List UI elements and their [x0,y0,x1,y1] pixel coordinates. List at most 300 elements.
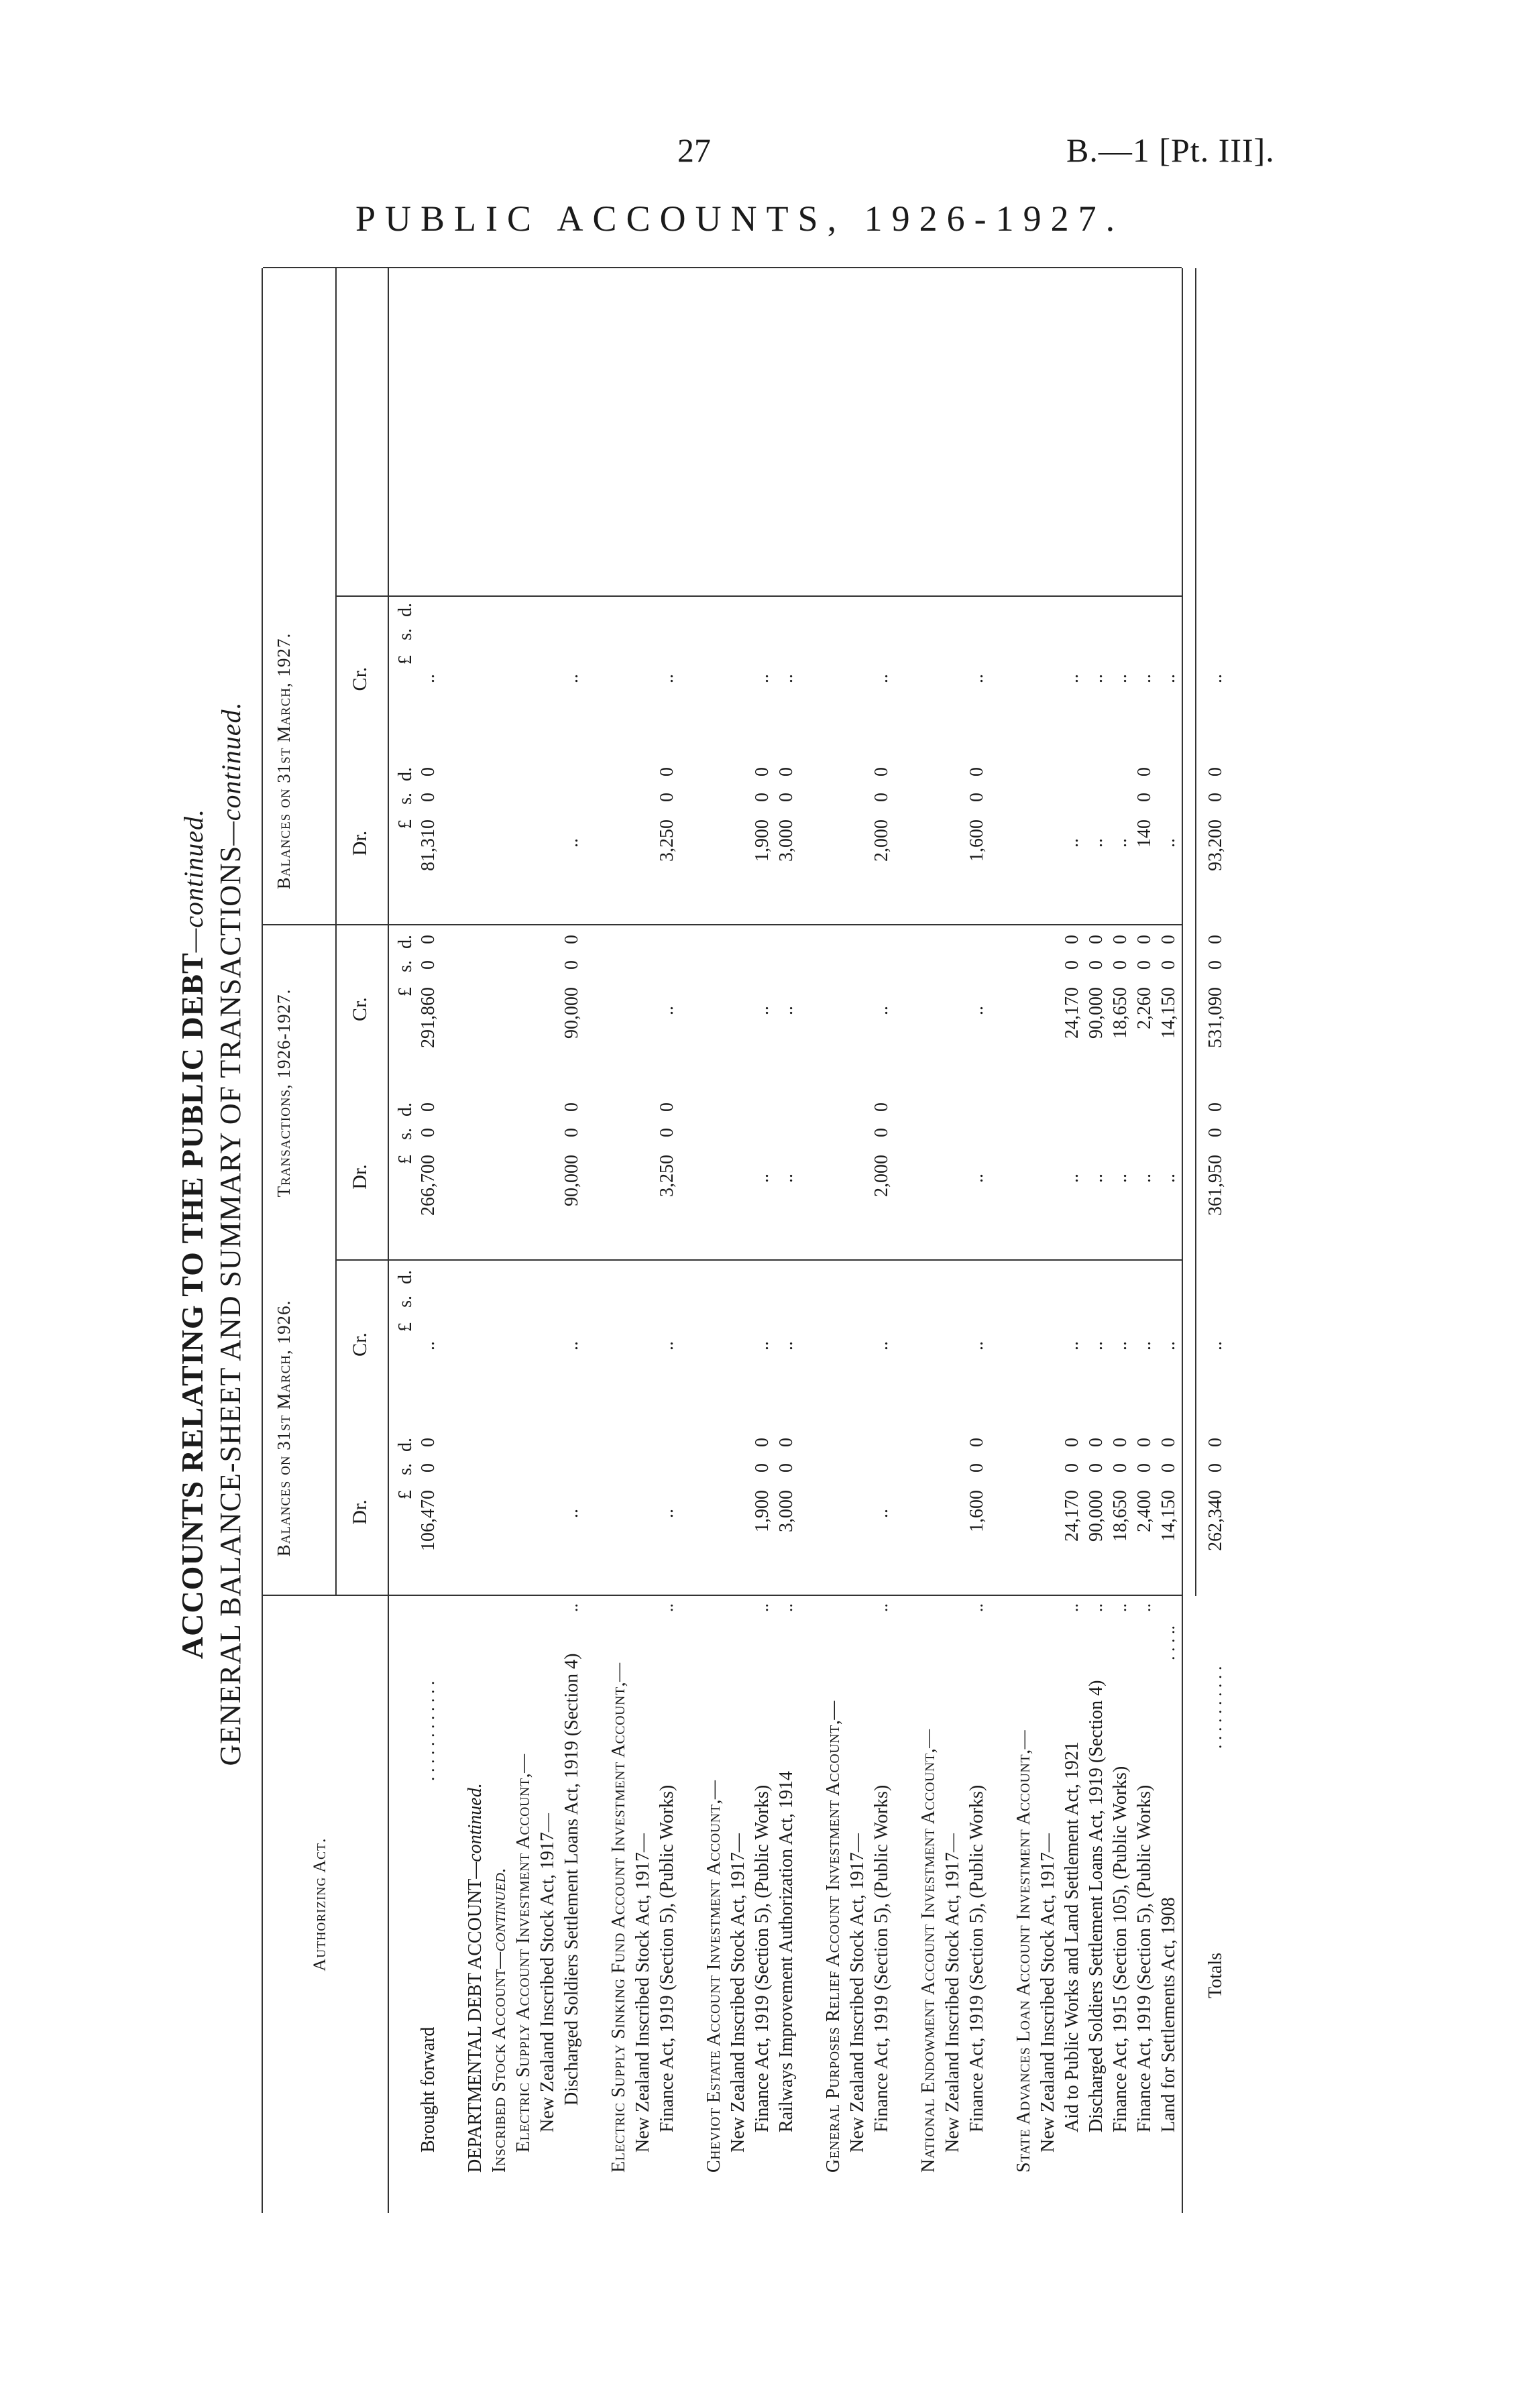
pound-unit: £ [395,1490,416,1499]
amount-b27-cr [1060,593,1085,761]
row-label-text: New Zealand Inscribed Stock Act, 1917— [942,1833,963,2153]
amount-shillings: 0 [1158,1463,1179,1473]
amount-pounds: .. [1205,1341,1226,1351]
amount-tr-dr [655,1093,680,1261]
table-row [1035,268,1061,2213]
amount-pounds: .. [966,674,987,683]
amount-b27-dr [416,758,441,925]
header-rule [335,268,337,1596]
amount-b27-dr [774,758,799,925]
amount-pounds: 24,170 [1062,1490,1082,1542]
amount-b26-dr [964,1428,990,1596]
amount-pounds: .. [1158,1173,1179,1183]
dr-header: Dr. [349,830,371,856]
dr-header: Dr. [349,1164,371,1190]
pound-unit: £ [395,819,416,829]
amount-shillings: 0 [1086,960,1107,970]
amount-b27-cr [1132,593,1158,761]
amount-pounds: 24,170 [1062,987,1082,1039]
page-title: PUBLIC ACCOUNTS, 1926-1927. [355,198,1125,239]
amount-pence: 0 [1158,1438,1179,1447]
row-label-text: Discharged Soldiers Settlement Loans Act, 1919 (Section 4) [561,1653,582,2106]
heading-sub-suffix: —continued. [216,701,246,846]
amount-pence: 0 [1158,935,1179,944]
amount-b26-dr [416,1428,441,1596]
row-label-text: Aid to Public Works and Land Settlement Act, 1921 [1062,1741,1082,2132]
amount-pounds: .. [966,1341,987,1351]
amount-shillings: 0 [966,1463,987,1473]
table-row [1108,268,1133,2213]
amount-pounds: 90,000 [1086,1490,1107,1542]
row-label [940,1833,966,2153]
amount-shillings: 0 [776,793,797,802]
amount-pounds: .. [776,674,797,683]
balance-sheet-table [262,268,1226,2213]
amount-pounds: .. [657,1341,677,1351]
leader-dots: .. [1135,1603,1154,1612]
amount-shillings: 0 [1158,960,1179,970]
amount-shillings: 0 [1205,793,1226,802]
table-heading [174,228,210,2240]
amount-b26-cr [655,1261,680,1428]
amount-tr-cr [1203,925,1229,1093]
amount-shillings: 0 [561,960,582,970]
amount-shillings: 0 [418,1463,439,1473]
amount-pence: 0 [1134,767,1155,777]
amount-pounds: 262,340 [1205,1490,1226,1551]
pound-unit: £ [395,1322,416,1332]
shilling-unit: s. [395,960,416,972]
currency-units [393,593,418,761]
amount-pounds: .. [1062,838,1082,848]
amount-shillings: 0 [657,793,677,802]
amount-pence: 0 [1205,1102,1226,1112]
amount-pounds: .. [752,1173,773,1183]
shilling-unit: s. [395,1128,416,1140]
amount-pounds: 361,950 [1205,1155,1226,1216]
amount-b26-cr [559,1261,585,1428]
amount-pounds: .. [1062,674,1082,683]
row-label-text: Finance Act, 1915 (Section 105), (Public Works) [1110,1766,1131,2132]
row-label [630,1833,656,2153]
row-label [606,1662,632,2173]
report-reference: B.—1 [Pt. III]. [1066,131,1275,169]
amount-b27-cr [655,593,680,761]
row-label-text: Finance Act, 1919 (Section 5), (Public Works) [657,1784,677,2132]
amount-tr-cr [1084,925,1109,1093]
amount-shillings: 0 [1134,1463,1155,1473]
amount-pounds: 14,150 [1158,1490,1179,1542]
amount-shillings: 0 [1062,960,1082,970]
amount-pounds: 81,310 [418,819,439,871]
amount-pounds: 90,000 [1086,987,1107,1039]
table-row [869,268,895,2213]
table-row [916,268,942,2213]
amount-shillings: 0 [1205,960,1226,970]
row-label-text: Brought forward [418,2026,439,2153]
amount-pounds: .. [657,1509,677,1518]
amount-pounds: .. [966,1006,987,1015]
amount-pence: 0 [1205,1438,1226,1447]
row-label [511,1754,537,2153]
row-label [821,1701,846,2173]
row-label-text: Finance Act, 1919 (Section 5), (Public Works) [1134,1784,1155,2132]
leader-dots: .. [1111,1603,1130,1612]
heading-main: ACCOUNTS RELATING TO THE PUBLIC DEBT [175,952,209,1660]
amount-tr-cr [1060,925,1085,1093]
cr-header: Cr. [349,997,371,1021]
leader-dots: .. [777,1603,796,1612]
amount-pounds: .. [1086,838,1107,848]
amount-pounds: 2,400 [1134,1490,1155,1532]
table-row [655,268,680,2213]
table-row [1011,268,1037,2213]
amount-tr-cr [750,925,775,1093]
amount-pence: 0 [418,935,439,944]
transactions-header: Transactions, 1926-1927. [274,988,294,1198]
amount-pounds: .. [657,1006,677,1015]
amount-b27-dr [964,758,990,925]
row-label-text: Cheviot Estate Account Investment Account,— [703,1780,724,2173]
amount-pounds: 18,650 [1110,987,1131,1039]
amount-pence: 0 [1086,1438,1107,1447]
amount-b26-cr [1060,1261,1085,1428]
amount-shillings: 0 [871,1128,892,1137]
amount-b27-dr [869,758,895,925]
row-label [1035,1833,1061,2153]
shilling-unit: s. [395,1463,416,1475]
amount-b27-cr [774,593,799,761]
amount-pence: 0 [776,1438,797,1447]
table-row [1132,268,1158,2213]
amount-pence: 0 [966,1438,987,1447]
row-label [1011,1730,1037,2173]
amount-pence: 0 [752,767,773,777]
currency-units [393,1093,418,1261]
amount-pounds: .. [1158,674,1179,683]
amount-pounds: 140 [1134,819,1155,848]
amount-pounds: .. [871,674,892,683]
dr-header: Dr. [349,1499,371,1525]
table-row [750,268,775,2213]
row-label-text: DEPARTMENTAL DEBT ACCOUNT [465,1878,486,2173]
amount-pounds: .. [1158,1341,1179,1351]
table-row [511,268,537,2213]
row-label [1108,1766,1133,2132]
row-label-text: New Zealand Inscribed Stock Act, 1917— [847,1833,868,2153]
shilling-unit: s. [395,1296,416,1308]
row-label [1084,1680,1109,2132]
table-row [821,268,846,2213]
totals-row [1203,268,1229,2213]
amount-b27-dr [1108,758,1133,925]
amount-pounds: 3,000 [776,1490,797,1532]
leader-dots: . . . . . . . . . . [1206,1666,1225,1749]
amount-pounds: .. [1134,1173,1155,1183]
row-label [869,1785,895,2132]
amount-pounds: .. [776,1173,797,1183]
amount-tr-dr [964,1093,990,1261]
amount-pounds: .. [418,674,439,683]
amount-pounds: 14,150 [1158,987,1179,1039]
row-label [416,2027,441,2153]
amount-tr-cr [774,925,799,1093]
pence-unit: d. [395,935,416,949]
amount-tr-dr [869,1093,895,1261]
table-row [1084,268,1109,2213]
amount-b26-dr [1084,1428,1109,1596]
amount-b27-dr [750,758,775,925]
row-label-text: Totals [1205,1952,1226,1998]
amount-b27-cr [750,593,775,761]
amount-pence: 0 [1110,1438,1131,1447]
amount-shillings: 0 [657,1128,677,1137]
amount-shillings: 0 [752,1463,773,1473]
amount-shillings: 0 [752,793,773,802]
amount-pounds: 2,000 [871,819,892,862]
amount-b26-dr [1156,1428,1182,1596]
amount-tr-dr [1060,1093,1085,1261]
currency-units [393,925,418,1093]
leader-dots: .. [1062,1603,1082,1612]
amount-tr-dr [1132,1093,1158,1261]
totals-rule [1195,268,1196,1596]
table-row [535,268,561,2213]
amount-tr-cr [416,925,441,1093]
row-label-text: New Zealand Inscribed Stock Act, 1917— [537,1813,558,2132]
leader-dots: . . . .. [1159,1625,1178,1660]
amount-shillings: 0 [776,1463,797,1473]
pence-unit: d. [395,1438,416,1452]
amount-pence: 0 [1134,1438,1155,1447]
row-label-text: State Advances Loan Account Investment Account,— [1013,1729,1034,2173]
amount-shillings: 0 [1134,793,1155,802]
amount-shillings: 0 [418,793,439,802]
amount-b26-dr [869,1428,895,1596]
table-row [1060,268,1085,2213]
row-label-text: Finance Act, 1919 (Section 5), (Public Works) [966,1784,987,2132]
amount-b26-dr [559,1428,585,1596]
amount-pounds: .. [752,674,773,683]
amount-tr-dr [1203,1093,1229,1261]
amount-pounds: 3,250 [657,819,677,862]
row-label-text: Electric Supply Sinking Fund Account Investment Account,— [608,1662,629,2173]
amount-pence: 0 [966,767,987,777]
amount-pence: 0 [1086,935,1107,944]
amount-pence: 0 [1205,935,1226,944]
amount-b27-dr [1203,758,1229,925]
amount-pence: 0 [657,1102,677,1112]
cr-header: Cr. [349,667,371,691]
amount-b27-dr [559,758,585,925]
amount-pounds: .. [1110,838,1131,848]
amount-b27-dr [1156,758,1182,925]
amount-pence: 0 [871,767,892,777]
amount-pounds: .. [1134,674,1155,683]
amount-pounds: .. [871,1006,892,1015]
amount-tr-cr [655,925,680,1093]
amount-tr-dr [1156,1093,1182,1261]
row-label [774,1771,799,2132]
header-rule [388,268,389,2213]
amount-pounds: 531,090 [1205,987,1226,1048]
amount-tr-dr [1084,1093,1109,1261]
amount-pounds: .. [1086,674,1107,683]
row-label-text: Discharged Soldiers Settlement Loans Act, 1919 (Section 4) [1086,1680,1107,2132]
amount-pounds: 266,700 [418,1155,439,1216]
row-label-text: Finance Act, 1919 (Section 5), (Public Works) [871,1784,892,2132]
heading-sub: GENERAL BALANCE-SHEET AND SUMMARY OF TRANSACTIONS [214,845,247,1766]
shilling-unit: s. [395,793,416,805]
amount-pounds: .. [871,1341,892,1351]
row-label [1203,1953,1229,1998]
amount-pounds: .. [1110,1341,1131,1351]
amount-tr-cr [869,925,895,1093]
amount-b27-cr [559,593,585,761]
amount-b26-cr [964,1261,990,1428]
amount-tr-dr [750,1093,775,1261]
amount-pounds: 93,200 [1205,819,1226,871]
authorizing-act-header: Authorizing Act. [310,1837,329,1971]
amount-shillings: 0 [1205,1128,1226,1137]
amount-pounds: 18,650 [1110,1490,1131,1542]
amount-pounds: 90,000 [561,1155,582,1206]
amount-pounds: 2,000 [871,1155,892,1197]
amount-pence: 0 [1134,935,1155,944]
row-label-text: General Purposes Relief Account Investment Account,— [823,1701,844,2173]
amount-pence: 0 [1062,935,1082,944]
amount-b27-dr [655,758,680,925]
table-row [559,268,585,2213]
row-label-text: Electric Supply Account Investment Account,— [513,1754,534,2153]
row-label [845,1833,870,2153]
amount-pounds: 291,860 [418,987,439,1048]
amount-shillings: 0 [1086,1463,1107,1473]
amount-pounds: 2,260 [1134,987,1155,1029]
amount-pounds: .. [776,1006,797,1015]
row-label [750,1785,775,2132]
row-label [1060,1741,1085,2132]
amount-pounds: .. [1134,1341,1155,1351]
row-label [559,1654,585,2106]
amount-pounds: 1,600 [966,1490,987,1532]
amount-b27-cr [1203,593,1229,761]
amount-pounds: .. [561,1509,582,1518]
amount-b26-cr [1108,1261,1133,1428]
amount-shillings: 0 [1062,1463,1082,1473]
row-label-text: New Zealand Inscribed Stock Act, 1917— [728,1833,748,2153]
amount-tr-cr [1156,925,1182,1093]
amount-pence: 0 [1062,1438,1082,1447]
amount-pounds: .. [752,1341,773,1351]
amount-pounds: .. [657,674,677,683]
amount-pence: 0 [561,1102,582,1112]
table-row [726,268,751,2213]
row-label [487,1868,512,2173]
balances-1926-header: Balances on 31st March, 1926. [274,1300,294,1557]
amount-pounds: .. [561,838,582,848]
amount-b27-dr [1084,758,1109,925]
table-row [774,268,799,2213]
pence-unit: d. [395,1102,416,1116]
row-label [1156,1897,1182,2132]
table-row [845,268,870,2213]
amount-pounds: 90,000 [561,987,582,1039]
amount-pounds: .. [1062,1173,1082,1183]
amount-pence: 0 [418,1438,439,1447]
leader-dots: .. [562,1603,581,1612]
leader-dots: .. [657,1603,677,1612]
currency-units-row [393,268,417,2213]
pence-unit: d. [395,767,416,781]
amount-pounds: .. [1205,674,1226,683]
amount-pounds: 3,250 [657,1155,677,1197]
amount-tr-cr [559,925,585,1093]
pence-unit: d. [395,603,416,617]
leader-dots: .. [967,1603,987,1612]
amount-pence: 0 [561,935,582,944]
amount-tr-dr [416,1093,441,1261]
amount-b27-cr [1156,593,1182,761]
amount-shillings: 0 [1134,960,1155,970]
row-label-suffix: —continued. [489,1867,510,1969]
row-label-text: National Endowment Account Investment Account,— [918,1729,939,2173]
leader-dots: .. [752,1603,772,1612]
row-label-text: Railways Improvement Authorization Act, 1914 [776,1771,797,2132]
leader-dots: .. [872,1603,891,1612]
amount-tr-cr [1132,925,1158,1093]
currency-units [393,758,418,925]
amount-pounds: .. [561,1341,582,1351]
heading-main-suffix: —continued. [178,808,209,953]
amount-pence: 0 [418,1102,439,1112]
amount-shillings: 0 [966,793,987,802]
amount-pounds: .. [1158,838,1179,848]
amount-shillings: 0 [1110,960,1131,970]
table-row [940,268,966,2213]
pound-unit: £ [395,1155,416,1164]
table-row [463,268,488,2213]
amount-b26-cr [1156,1261,1182,1428]
balances-1927-header: Balances on 31st March, 1927. [274,632,294,890]
amount-b27-cr [416,593,441,761]
amount-tr-dr [774,1093,799,1261]
row-label [535,1813,561,2132]
row-label-text: Land for Settlements Act, 1908 [1158,1897,1179,2132]
amount-pounds: .. [776,1341,797,1351]
amount-pence: 0 [752,1438,773,1447]
amount-pounds: .. [561,674,582,683]
amount-b27-cr [964,593,990,761]
amount-b26-dr [1132,1428,1158,1596]
amount-shillings: 0 [561,1128,582,1137]
amount-b26-dr [774,1428,799,1596]
amount-pence: 0 [1205,767,1226,777]
amount-pence: 0 [776,767,797,777]
amount-tr-dr [559,1093,585,1261]
row-label-suffix: —continued. [465,1783,486,1879]
row-label [655,1785,680,2132]
amount-tr-cr [1108,925,1133,1093]
amount-b26-cr [774,1261,799,1428]
table-row [416,268,441,2213]
table-row [630,268,656,2213]
pound-unit: £ [395,655,416,665]
row-label [463,1783,488,2173]
row-label-text: New Zealand Inscribed Stock Act, 1917— [1037,1833,1058,2153]
amount-pounds: .. [752,1006,773,1015]
row-label [701,1780,727,2173]
